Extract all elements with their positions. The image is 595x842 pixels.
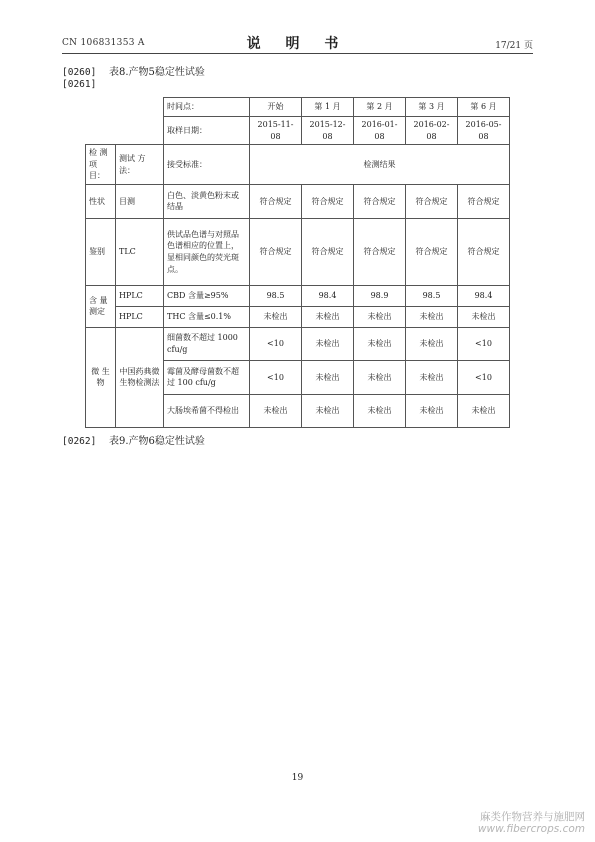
table-row [86,184,510,218]
result-cell: 符合规定 [406,184,458,218]
result-cell: 符合规定 [458,218,510,285]
result-cell: 未检出 [406,306,458,327]
method-cell: HPLC [116,285,164,306]
watermark-title: 麻类作物营养与施肥网 [480,811,585,823]
table-row [86,218,510,285]
micro-method-cell: 中国药典微生物检测法 [116,327,164,427]
criteria-cell: THC 含量≤0.1% [164,306,250,327]
timepoint-cell: 第 2 月 [354,98,406,117]
date-label: 取样日期： [164,117,250,145]
result-cell: 98.4 [458,285,510,306]
date-cell: 2016-05-08 [458,117,510,145]
method-cell: HPLC [116,306,164,327]
result-cell: 未检出 [250,394,302,427]
result-cell: 符合规定 [302,218,354,285]
item-cell: 鉴别 [86,218,116,285]
result-cell: 未检出 [354,360,406,394]
result-cell: 未检出 [302,360,354,394]
paragraph-number: [0262] [62,436,97,447]
paragraph-number: [0260] [62,67,97,78]
result-cell: 未检出 [406,360,458,394]
assay-group-cell: 含 量 测定 [86,285,116,327]
method-header: 测试 方法： [116,145,164,185]
timepoint-cell: 第 1 月 [302,98,354,117]
page-info: 17/21 页 [495,41,533,51]
date-cell: 2015-12-08 [302,117,354,145]
result-cell: 未检出 [458,394,510,427]
item-header: 检 测 项目： [86,145,116,185]
table-row [86,98,510,117]
result-cell: 符合规定 [302,184,354,218]
result-cell: 98.5 [406,285,458,306]
date-cell: 2016-01-08 [354,117,406,145]
result-cell: 未检出 [406,327,458,360]
result-cell: 98.5 [250,285,302,306]
result-cell: 未检出 [302,306,354,327]
result-cell: <10 [250,327,302,360]
table-row [86,327,510,360]
paragraph-number: [0261] [62,79,97,90]
result-cell: 符合规定 [354,184,406,218]
result-cell: 未检出 [354,327,406,360]
paragraph-0261 [62,79,109,90]
criteria-cell: 供试品色谱与对照品色谱相应的位置上，显相同颜色的荧光斑点。 [164,218,250,285]
table-row [86,145,510,185]
criteria-cell: 细菌数不超过 1000 cfu/g [164,327,250,360]
table-row [86,306,510,327]
criteria-cell: 白色、淡黄色粉末或结晶 [164,184,250,218]
result-cell: <10 [458,327,510,360]
table-row [86,285,510,306]
result-cell: 未检出 [250,306,302,327]
result-cell: 符合规定 [458,184,510,218]
watermark-url: www.fibercrops.com [477,823,585,835]
result-cell: 符合规定 [250,184,302,218]
doc-id: CN 106831353 A [62,38,145,48]
result-cell: 未检出 [302,394,354,427]
page-number: 19 [291,773,304,783]
timepoint-cell: 第 3 月 [406,98,458,117]
header-divider [62,53,533,54]
timepoint-cell: 第 6 月 [458,98,510,117]
result-cell: 符合规定 [250,218,302,285]
result-cell: <10 [250,360,302,394]
paragraph-text: 表8.产物5稳定性试验 [109,67,205,78]
item-cell: 性状 [86,184,116,218]
result-cell: 符合规定 [354,218,406,285]
method-cell: TLC [116,218,164,285]
doc-title: 说 明 书 [246,36,349,52]
result-cell: 98.9 [354,285,406,306]
criteria-cell: 大肠埃希菌不得检出 [164,394,250,427]
date-cell: 2015-11-08 [250,117,302,145]
stability-table [85,97,510,428]
result-cell: 未检出 [354,306,406,327]
method-cell: 目测 [116,184,164,218]
timepoint-cell: 开始 [250,98,302,117]
paragraph-text: 表9.产物6稳定性试验 [109,436,205,447]
result-cell: 未检出 [354,394,406,427]
paragraph-0260 [62,63,205,78]
result-cell: 未检出 [406,394,458,427]
result-cell: 98.4 [302,285,354,306]
result-cell: 未检出 [458,306,510,327]
paragraph-0262 [62,432,205,447]
micro-group-cell: 微 生 物 [86,327,116,427]
result-cell: 符合规定 [406,218,458,285]
time-label: 时间点： [164,98,250,117]
criteria-header: 接受标准： [164,145,250,185]
criteria-cell: CBD 含量≥95% [164,285,250,306]
result-cell: <10 [458,360,510,394]
date-cell: 2016-02-08 [406,117,458,145]
criteria-cell: 霉菌及酵母菌数不超过 100 cfu/g [164,360,250,394]
results-header: 检测结果 [250,145,510,185]
result-cell: 未检出 [302,327,354,360]
